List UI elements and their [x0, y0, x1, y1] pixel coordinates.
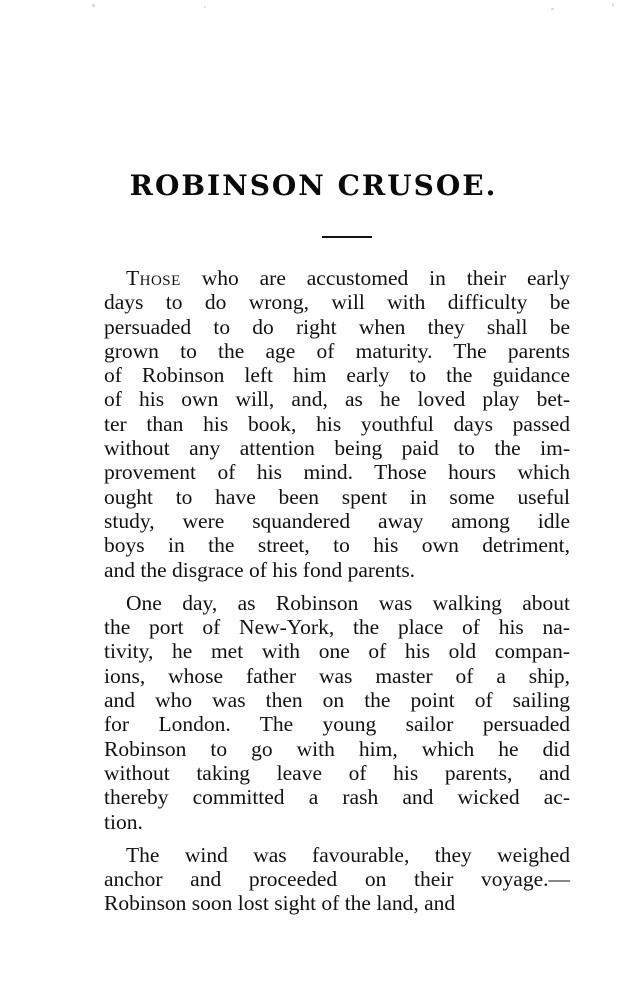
- text-line: study, were squandered away among idle: [104, 508, 570, 533]
- text-line: grown to the age of maturity. The parents: [104, 338, 570, 363]
- text-line: Robinson to go with him, which he did: [104, 736, 570, 761]
- text-line: boys in the street, to his own detriment,: [104, 533, 570, 558]
- text-line: ter than his book, his youthful days passed: [104, 411, 570, 436]
- scan-speck: [551, 8, 554, 10]
- text-line: days to do wrong, will with difficulty be: [104, 290, 570, 315]
- text-line: and the disgrace of his fond parents.: [104, 557, 416, 582]
- title-divider: [322, 236, 372, 238]
- lead-word: Those: [126, 266, 181, 290]
- text-line: ought to have been spent in some useful: [104, 484, 570, 509]
- text-line: and who was then on the point of sailing: [104, 688, 570, 713]
- scan-speck: [204, 6, 206, 8]
- text-line: One day, as Robinson was walking about: [126, 590, 570, 615]
- text-line: the port of New-York, the place of his na-: [104, 615, 570, 640]
- text-line: provement of his mind. Those hours which: [104, 460, 570, 485]
- text-line: Robinson soon lost sight of the land, and: [104, 891, 456, 916]
- text-line: anchor and proceeded on their voyage.—: [104, 867, 570, 892]
- paragraph-gap: [104, 834, 570, 843]
- text-line: persuaded to do right when they shall be: [104, 314, 570, 339]
- chapter-title: ROBINSON CRUSOE.: [129, 169, 498, 202]
- text-line: of his own will, and, as he loved play bet-: [104, 387, 570, 412]
- text-line: tivity, he met with one of his old compan-: [104, 639, 570, 664]
- text-line: thereby committed a rash and wicked ac-: [104, 785, 570, 810]
- text-line: without taking leave of his parents, and: [104, 760, 570, 785]
- scan-speck: [92, 4, 95, 7]
- line-text: who are accustomed in their early: [180, 266, 570, 290]
- body-text: [104, 266, 570, 916]
- scan-speck: [612, 3, 614, 6]
- paragraph-gap: [104, 582, 570, 591]
- text-line: without any attention being paid to the im-: [104, 436, 570, 461]
- text-line: tion.: [104, 809, 143, 834]
- text-line: for London. The young sailor persuaded: [104, 712, 570, 737]
- text-line: of Robinson left him early to the guidance: [104, 363, 570, 388]
- text-line: ions, whose father was master of a ship,: [104, 663, 570, 688]
- text-line: [104, 266, 570, 290]
- text-line: The wind was favourable, they weighed: [126, 842, 570, 867]
